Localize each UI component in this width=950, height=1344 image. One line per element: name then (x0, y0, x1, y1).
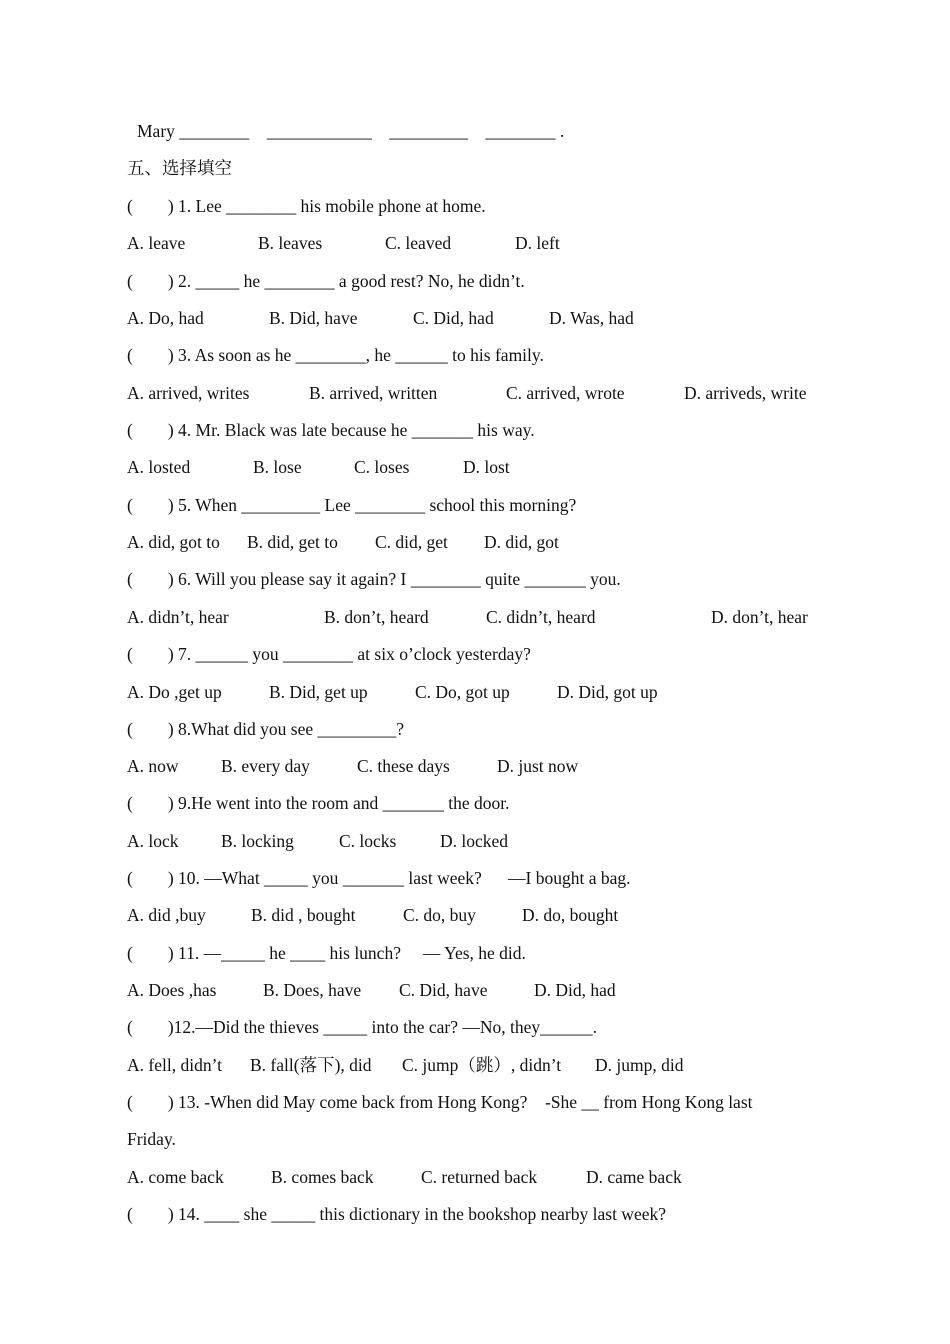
option-d: D. did, got (484, 532, 559, 552)
question-3-options (127, 380, 847, 406)
option-a: A. arrived, writes (127, 383, 250, 403)
question-10-options (127, 902, 847, 928)
option-c: C. leaved (385, 233, 452, 253)
option-d: D. lost (463, 457, 510, 477)
question-6-stem: ( ) 6. Will you please say it again? I ________ quite _______ you. (127, 569, 621, 589)
option-c: C. didn’t, heard (486, 607, 596, 627)
option-d: D. jump, did (595, 1055, 684, 1075)
option-a: A. leave (127, 233, 186, 253)
option-a: A. did, got to (127, 532, 220, 552)
option-d: D. came back (586, 1167, 682, 1187)
question-11-stem: ( ) 11. —_____ he ____ his lunch? — Yes, he did. (127, 943, 526, 963)
option-d: D. locked (440, 831, 509, 851)
option-d: D. Did, had (534, 980, 616, 1000)
question-11-options (127, 977, 847, 1003)
question-10-stem: ( ) 10. —What _____ you _______ last week? —I bought a bag. (127, 868, 631, 888)
option-b: B. arrived, written (309, 383, 438, 403)
question-9-options (127, 828, 847, 854)
option-c: C. Did, have (399, 980, 488, 1000)
option-b: B. leaves (258, 233, 323, 253)
option-a: A. come back (127, 1167, 224, 1187)
question-9-stem: ( ) 9.He went into the room and _______ the door. (127, 793, 510, 813)
option-d: D. Was, had (549, 308, 634, 328)
option-b: B. Did, get up (269, 682, 368, 702)
option-c: C. did, get (375, 532, 448, 552)
question-2-stem: ( ) 2. _____ he ________ a good rest? No, he didn’t. (127, 271, 525, 291)
option-b: B. did, get to (247, 532, 338, 552)
option-a: A. did ,buy (127, 905, 206, 925)
option-c: C. arrived, wrote (506, 383, 625, 403)
section-title: 五、选择填空 (127, 158, 232, 178)
option-c: C. returned back (421, 1167, 538, 1187)
option-b: B. comes back (271, 1167, 374, 1187)
question-8-options (127, 753, 847, 779)
option-c: C. locks (339, 831, 397, 851)
option-b: B. Does, have (263, 980, 362, 1000)
option-a: A. didn’t, hear (127, 607, 229, 627)
option-b: B. don’t, heard (324, 607, 429, 627)
option-b: B. Did, have (269, 308, 358, 328)
option-d: D. left (515, 233, 560, 253)
question-6-options (127, 604, 847, 630)
option-d: D. just now (497, 756, 579, 776)
question-2-options (127, 305, 847, 331)
question-13-options (127, 1164, 847, 1190)
option-a: A. lock (127, 831, 179, 851)
question-3-stem: ( ) 3. As soon as he ________, he ______ to his family. (127, 345, 544, 365)
question-5-options (127, 529, 847, 555)
option-b: B. did , bought (251, 905, 356, 925)
option-c: C. do, buy (403, 905, 476, 925)
question-14-stem: ( ) 14. ____ she _____ this dictionary in the bookshop nearby last week? (127, 1204, 666, 1224)
question-7-stem: ( ) 7. ______ you ________ at six o’clock yesterday? (127, 644, 531, 664)
option-b: B. lose (253, 457, 302, 477)
option-c: C. these days (357, 756, 450, 776)
option-a: A. fell, didn’t (127, 1055, 222, 1075)
option-b: B. locking (221, 831, 294, 851)
option-a: A. now (127, 756, 179, 776)
option-d: D. do, bought (522, 905, 619, 925)
option-c: C. Did, had (413, 308, 494, 328)
option-c: C. Do, got up (415, 682, 510, 702)
mary-answer-line: Mary ________ ____________ _________ ________ . (137, 121, 565, 141)
question-12-stem: ( )12.—Did the thieves _____ into the car? —No, they______. (127, 1017, 597, 1037)
option-a: A. Do ,get up (127, 682, 222, 702)
question-13-stem: ( ) 13. -When did May come back from Hong Kong? -She __ from Hong Kong last (127, 1092, 753, 1112)
option-d: D. arriveds, write (684, 383, 807, 403)
option-b: B. every day (221, 756, 310, 776)
question-1-stem: ( ) 1. Lee ________ his mobile phone at home. (127, 196, 486, 216)
option-a: A. Does ,has (127, 980, 217, 1000)
option-b: B. fall(落下), did (250, 1055, 372, 1075)
question-12-options (127, 1052, 847, 1078)
option-a: A. Do, had (127, 308, 204, 328)
question-1-options (127, 230, 847, 256)
question-4-options (127, 454, 847, 480)
question-8-stem: ( ) 8.What did you see _________? (127, 719, 405, 739)
option-d: D. Did, got up (557, 682, 658, 702)
question-13-stem-continued: Friday. (127, 1129, 176, 1149)
question-5-stem: ( ) 5. When _________ Lee ________ school this morning? (127, 495, 577, 515)
option-c: C. loses (354, 457, 410, 477)
question-4-stem: ( ) 4. Mr. Black was late because he _______ his way. (127, 420, 535, 440)
option-d: D. don’t, hear (711, 607, 808, 627)
question-7-options (127, 679, 847, 705)
option-c: C. jump（跳）, didn’t (402, 1055, 562, 1075)
option-a: A. losted (127, 457, 191, 477)
